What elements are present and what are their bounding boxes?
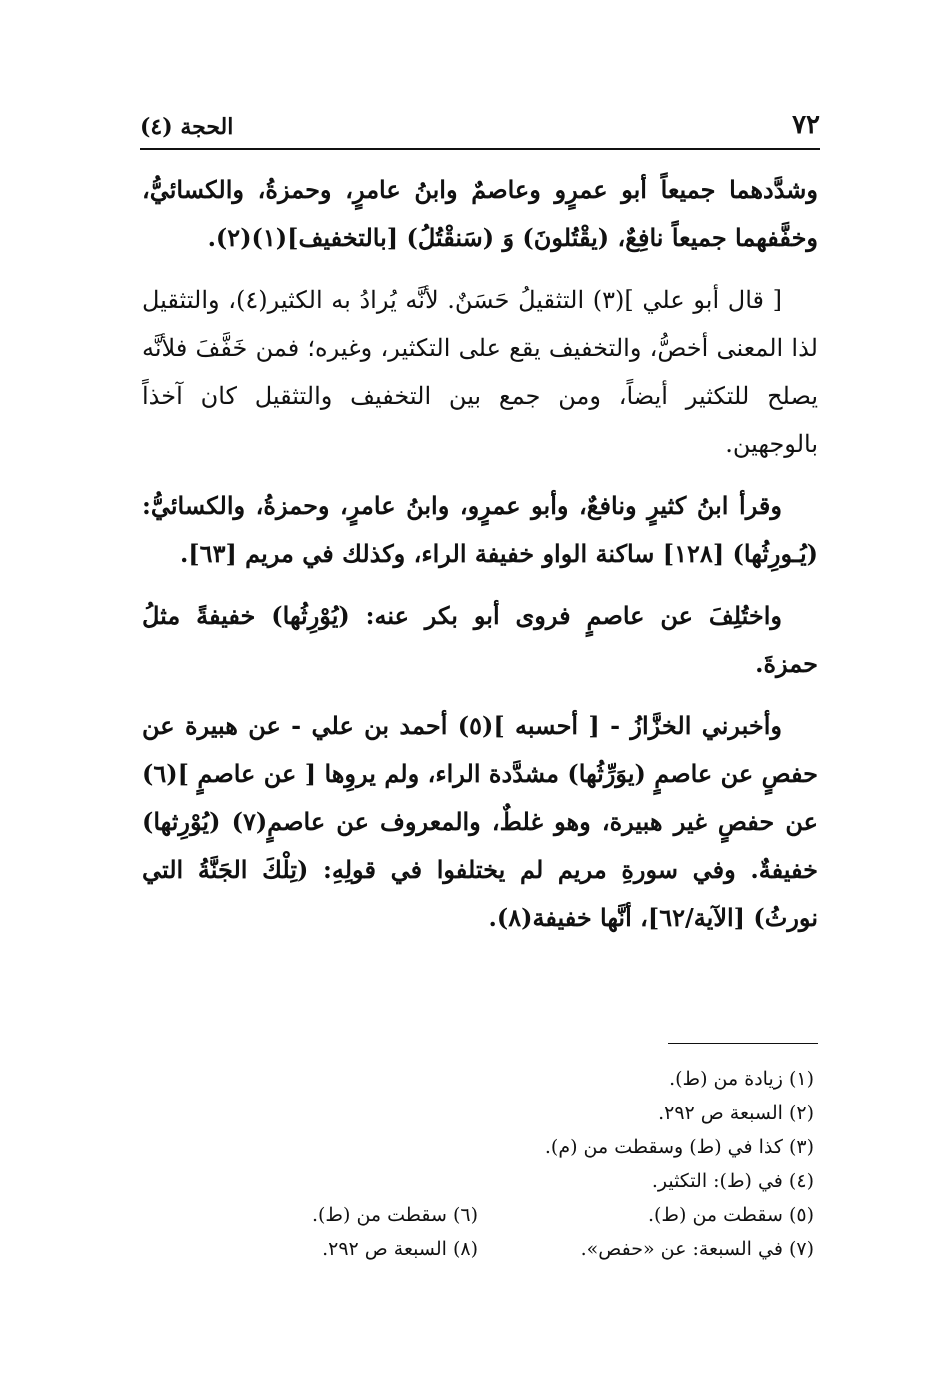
footnote-8: (٨) السبعة ص ٢٩٢. (322, 1238, 478, 1260)
paragraph-4: واختُلِفَ عن عاصمٍ فروى أبو بكر عنه: (يُوْرِثُها) خفيفةً مثلُ حمزةَ. (142, 601, 818, 678)
footnote-7: (٧) في السبعة: عن «حفص». (580, 1238, 814, 1260)
paragraph-3: وقرأ ابنُ كثيرٍ ونافعٌ، وأبو عمرٍو، وابنُ عامرٍ، وحمزةُ، والكسائيُّ: (يُـورِثُها) [١٢٨] ساكنة الواو خفيفة الراء، وكذلك في مريم [٦٣]. (142, 491, 818, 568)
running-title: الحجة (٤) (140, 114, 234, 140)
footnote-4: (٤) في (ط): التكثير. (651, 1170, 814, 1192)
footnote-5: (٥) سقطت من (ط). (647, 1204, 814, 1226)
footnote-6: (٦) سقطت من (ط). (311, 1204, 478, 1226)
main-text (142, 166, 818, 956)
footnotes (142, 1062, 814, 1266)
paragraph-2: [ قال أبو علي ](٣) التثقيلُ حَسَنٌ. لأنَّه يُرادُ به الكثير(٤)، والتثقيل لذا المعنى أخصُّ، والتخفيف يقع على التكثير، وغيره؛ فمن خَفَّفَ فلأنَّه يصلح للتكثير أيضاً، ومن جمع بين التخفيف والتثقيل كان آخذاً بالوجهين. (142, 286, 818, 458)
page-number: ٧٢ (792, 110, 820, 140)
footnote-divider (668, 1043, 818, 1044)
page-header (140, 108, 820, 148)
footnote-2: (٢) السبعة ص ٢٩٢. (658, 1102, 814, 1124)
paragraph-1: وشدَّدهما جميعاً أبو عمرٍو وعاصمٌ وابنُ عامرٍ، وحمزةُ، والكسائيُّ، وخفَّفهما جميعاً نافِعٌ، (يقْتُلونَ) وَ (سَنقْتُلُ) [بالتخفيف](١)(٢). (142, 175, 818, 252)
paragraph-5: وأخبرني الخزَّازُ - [ أحسبه ](٥) أحمد بن علي - عن هبيرة عن حفصٍ عن عاصمٍ (يوَرِّثُها) مشدَّدة الراء، ولم يروِها [ عن عاصمٍ ](٦) عن حفصٍ غير هبيرة، وهو غلطٌ، والمعروف عن عاصمٍ(٧) (يُوْرِثها) خفيفةٌ. وفي سورةِ مريم لم يختلفوا في قولِهِ: (تِلْكَ الجَنَّةُ التي نورثُ) [الآية/٦٢]، أنَّها خفيفة(٨). (142, 711, 818, 932)
header-divider (140, 148, 820, 150)
footnote-3: (٣) كذا في (ط) وسقطت من (م). (544, 1136, 814, 1158)
footnote-1: (١) زيادة من (ط). (669, 1068, 814, 1090)
